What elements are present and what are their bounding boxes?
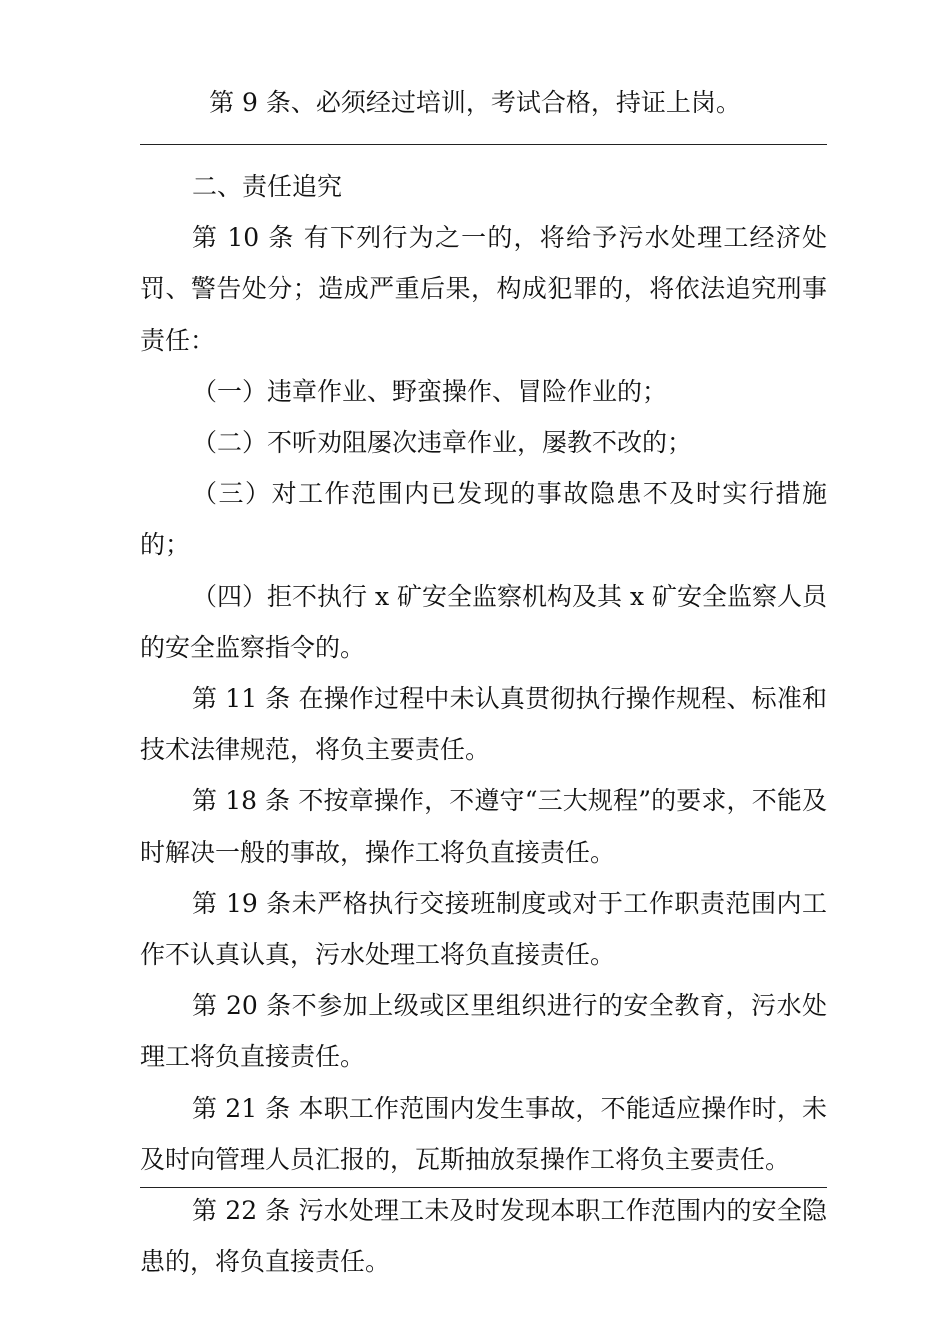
article-10: 第 10 条 有下列行为之一的，将给予污水处理工经济处罚、警告处分；造成严重后果，构成犯罪的，将依法追究刑事责任： <box>140 223 827 355</box>
bottom-divider <box>140 1187 827 1188</box>
list-item-3: （三）对工作范围内已发现的事故隐患不及时实行措施的； <box>140 479 827 560</box>
article-19: 第 19 条未严格执行交接班制度或对于工作职责范围内工作不认真认真，污水处理工将负直接责任。 <box>140 888 827 970</box>
document-body <box>140 161 827 1287</box>
article-11: 第 11 条 在操作过程中未认真贯彻执行操作规程、标准和技术法律规范，将负主要责任。 <box>140 684 827 765</box>
article-20: 第 20 条不参加上级或区里组织进行的安全教育，污水处理工将负直接责任。 <box>140 991 827 1072</box>
section-heading: 二、责任追究 <box>192 172 343 201</box>
article-9-line: 第 9 条、必须经过培训，考试合格，持证上岗。 <box>209 88 741 117</box>
article-22: 第 22 条 污水处理工未及时发现本职工作范围内的安全隐患的，将负直接责任。 <box>140 1196 827 1277</box>
top-divider <box>140 144 827 145</box>
list-item-2: （二）不听劝阻屡次违章作业，屡教不改的； <box>192 428 693 458</box>
article-21: 第 21 条 本职工作范围内发生事故，不能适应操作时，未及时向管理人员汇报的，瓦斯抽放泵操作工将负主要责任。 <box>140 1093 827 1174</box>
list-item-1: （一）违章作业、野蛮操作、冒险作业的； <box>192 376 668 406</box>
list-item-4: （四）拒不执行 x 矿安全监察机构及其 x 矿安全监察人员的安全监察指令的。 <box>140 581 827 662</box>
article-18: 第 18 条 不按章操作，不遵守“三大规程”的要求，不能及时解决一般的事故，操作工将负直接责任。 <box>140 786 827 867</box>
